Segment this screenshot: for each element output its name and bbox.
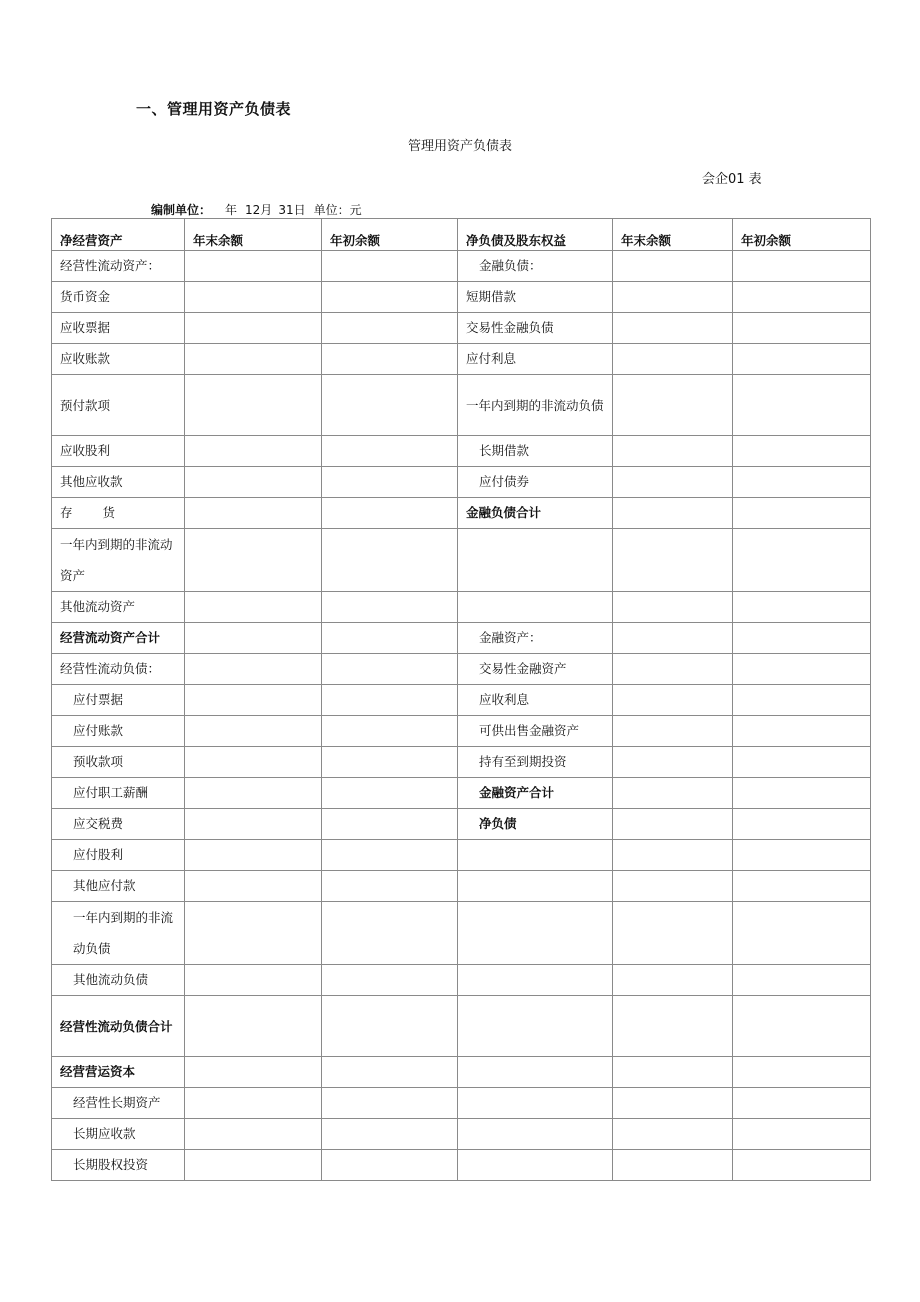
liability-item-label xyxy=(458,871,613,902)
asset-year-begin-cell[interactable] xyxy=(322,1057,458,1088)
table-row xyxy=(52,282,871,313)
asset-year-begin-cell[interactable] xyxy=(322,1088,458,1119)
asset-year-end-cell[interactable] xyxy=(185,716,322,747)
liability-year-end-cell[interactable] xyxy=(613,623,733,654)
liability-item-label xyxy=(458,1057,613,1088)
liability-item-label: 应付利息 xyxy=(458,344,613,375)
liability-year-end-cell[interactable] xyxy=(613,375,733,436)
liability-year-begin-cell[interactable] xyxy=(733,467,871,498)
liability-item-label xyxy=(458,1119,613,1150)
asset-year-end-cell[interactable] xyxy=(185,375,322,436)
asset-item-label: 长期应收款 xyxy=(52,1119,185,1150)
asset-year-begin-cell[interactable] xyxy=(322,498,458,529)
asset-year-end-cell[interactable] xyxy=(185,592,322,623)
liability-item-label: 净负债 xyxy=(458,809,613,840)
asset-year-begin-cell[interactable] xyxy=(322,809,458,840)
year-label: 年 xyxy=(225,203,238,217)
column-header: 年末余额 xyxy=(613,219,733,251)
liability-year-begin-cell[interactable] xyxy=(733,965,871,996)
column-header: 年初余额 xyxy=(733,219,871,251)
asset-year-end-cell[interactable] xyxy=(185,1057,322,1088)
table-row xyxy=(52,498,871,529)
liability-year-begin-cell[interactable] xyxy=(733,654,871,685)
asset-year-end-cell[interactable] xyxy=(185,251,322,282)
liability-year-begin-cell[interactable] xyxy=(733,498,871,529)
asset-year-end-cell[interactable] xyxy=(185,965,322,996)
preparer-line xyxy=(151,201,362,218)
liability-year-end-cell[interactable] xyxy=(613,840,733,871)
liability-year-begin-cell[interactable] xyxy=(733,747,871,778)
asset-year-end-cell[interactable] xyxy=(185,1119,322,1150)
liability-year-end-cell[interactable] xyxy=(613,436,733,467)
liability-year-end-cell[interactable] xyxy=(613,1088,733,1119)
table-row xyxy=(52,313,871,344)
asset-year-begin-cell[interactable] xyxy=(322,902,458,965)
liability-item-label: 持有至到期投资 xyxy=(458,747,613,778)
asset-item-label: 存 货 xyxy=(52,498,185,529)
table-row xyxy=(52,747,871,778)
table-row xyxy=(52,529,871,592)
column-header: 净负债及股东权益 xyxy=(458,219,613,251)
asset-item-label: 长期股权投资 xyxy=(52,1150,185,1181)
asset-item-label: 应交税费 xyxy=(52,809,185,840)
asset-item-label: 应收股利 xyxy=(52,436,185,467)
liability-year-begin-cell[interactable] xyxy=(733,809,871,840)
asset-year-begin-cell[interactable] xyxy=(322,871,458,902)
liability-item-label: 交易性金融资产 xyxy=(458,654,613,685)
asset-year-begin-cell[interactable] xyxy=(322,685,458,716)
liability-item-label xyxy=(458,996,613,1057)
liability-year-begin-cell[interactable] xyxy=(733,1119,871,1150)
table-row xyxy=(52,996,871,1057)
liability-item-label xyxy=(458,1088,613,1119)
liability-item-label xyxy=(458,592,613,623)
asset-item-label: 应付票据 xyxy=(52,685,185,716)
liability-item-label: 交易性金融负债 xyxy=(458,313,613,344)
liability-year-begin-cell[interactable] xyxy=(733,902,871,965)
liability-item-label xyxy=(458,1150,613,1181)
liability-item-label: 一年内到期的非流动负债 xyxy=(458,375,613,436)
liability-item-label: 长期借款 xyxy=(458,436,613,467)
liability-year-begin-cell[interactable] xyxy=(733,344,871,375)
table-row xyxy=(52,623,871,654)
column-header: 净经营资产 xyxy=(52,219,185,251)
asset-year-end-cell[interactable] xyxy=(185,436,322,467)
asset-year-begin-cell[interactable] xyxy=(322,716,458,747)
balance-sheet-table xyxy=(51,218,871,1181)
table-row xyxy=(52,344,871,375)
day-label: 31日 xyxy=(278,203,306,217)
asset-year-begin-cell[interactable] xyxy=(322,1119,458,1150)
table-row xyxy=(52,592,871,623)
asset-year-end-cell[interactable] xyxy=(185,996,322,1057)
asset-year-end-cell[interactable] xyxy=(185,902,322,965)
column-header: 年初余额 xyxy=(322,219,458,251)
asset-item-label: 其他应收款 xyxy=(52,467,185,498)
liability-item-label: 金融资产合计 xyxy=(458,778,613,809)
liability-year-begin-cell[interactable] xyxy=(733,716,871,747)
asset-item-label: 应收账款 xyxy=(52,344,185,375)
liability-year-begin-cell[interactable] xyxy=(733,778,871,809)
liability-item-label xyxy=(458,840,613,871)
liability-year-end-cell[interactable] xyxy=(613,685,733,716)
liability-year-begin-cell[interactable] xyxy=(733,623,871,654)
asset-item-label: 应收票据 xyxy=(52,313,185,344)
section-heading: 一、管理用资产负债表 xyxy=(136,100,292,118)
asset-year-end-cell[interactable] xyxy=(185,1150,322,1181)
header-row xyxy=(52,219,871,251)
form-code: 会企01 表 xyxy=(702,172,762,187)
month-label: 12月 xyxy=(245,203,273,217)
liability-year-begin-cell[interactable] xyxy=(733,1088,871,1119)
liability-year-end-cell[interactable] xyxy=(613,282,733,313)
asset-year-end-cell[interactable] xyxy=(185,840,322,871)
liability-year-end-cell[interactable] xyxy=(613,809,733,840)
liability-year-begin-cell[interactable] xyxy=(733,1150,871,1181)
liability-year-begin-cell[interactable] xyxy=(733,375,871,436)
table-row xyxy=(52,871,871,902)
asset-year-begin-cell[interactable] xyxy=(322,313,458,344)
asset-year-begin-cell[interactable] xyxy=(322,467,458,498)
asset-year-end-cell[interactable] xyxy=(185,529,322,592)
liability-year-end-cell[interactable] xyxy=(613,996,733,1057)
liability-year-end-cell[interactable] xyxy=(613,902,733,965)
liability-item-label xyxy=(458,902,613,965)
asset-year-begin-cell[interactable] xyxy=(322,996,458,1057)
liability-year-begin-cell[interactable] xyxy=(733,996,871,1057)
liability-year-begin-cell[interactable] xyxy=(733,436,871,467)
table-row xyxy=(52,467,871,498)
liability-item-label: 应收利息 xyxy=(458,685,613,716)
liability-year-begin-cell[interactable] xyxy=(733,529,871,592)
table-row xyxy=(52,436,871,467)
asset-item-label: 经营性流动资产： xyxy=(52,251,185,282)
preparer-label: 编制单位： xyxy=(151,203,212,217)
liability-year-end-cell[interactable] xyxy=(613,529,733,592)
table-row xyxy=(52,375,871,436)
liability-year-end-cell[interactable] xyxy=(613,498,733,529)
asset-item-label: 货币资金 xyxy=(52,282,185,313)
table-row xyxy=(52,251,871,282)
liability-year-end-cell[interactable] xyxy=(613,965,733,996)
liability-year-begin-cell[interactable] xyxy=(733,685,871,716)
asset-year-begin-cell[interactable] xyxy=(322,1150,458,1181)
table-row xyxy=(52,685,871,716)
asset-year-end-cell[interactable] xyxy=(185,778,322,809)
asset-year-end-cell[interactable] xyxy=(185,623,322,654)
asset-year-begin-cell[interactable] xyxy=(322,251,458,282)
table-row xyxy=(52,654,871,685)
liability-year-begin-cell[interactable] xyxy=(733,871,871,902)
liability-item-label: 金融负债： xyxy=(458,251,613,282)
asset-year-begin-cell[interactable] xyxy=(322,840,458,871)
asset-year-end-cell[interactable] xyxy=(185,1088,322,1119)
table-row xyxy=(52,965,871,996)
liability-item-label: 应付债券 xyxy=(458,467,613,498)
liability-year-end-cell[interactable] xyxy=(613,467,733,498)
table-row xyxy=(52,902,871,965)
table-row xyxy=(52,1150,871,1181)
liability-item-label xyxy=(458,529,613,592)
asset-item-label: 应付职工薪酬 xyxy=(52,778,185,809)
liability-year-end-cell[interactable] xyxy=(613,716,733,747)
asset-item-label: 预收款项 xyxy=(52,747,185,778)
asset-year-begin-cell[interactable] xyxy=(322,623,458,654)
asset-item-label: 其他流动资产 xyxy=(52,592,185,623)
asset-item-label: 一年内到期的非流动负债 xyxy=(52,902,185,965)
liability-year-end-cell[interactable] xyxy=(613,1150,733,1181)
asset-year-end-cell[interactable] xyxy=(185,467,322,498)
asset-year-begin-cell[interactable] xyxy=(322,529,458,592)
asset-item-label: 其他应付款 xyxy=(52,871,185,902)
table-row xyxy=(52,1119,871,1150)
balance-sheet-body xyxy=(52,219,871,1181)
liability-year-end-cell[interactable] xyxy=(613,1057,733,1088)
column-header: 年末余额 xyxy=(185,219,322,251)
asset-year-end-cell[interactable] xyxy=(185,282,322,313)
asset-year-begin-cell[interactable] xyxy=(322,592,458,623)
liability-year-end-cell[interactable] xyxy=(613,654,733,685)
asset-year-begin-cell[interactable] xyxy=(322,747,458,778)
asset-item-label: 一年内到期的非流动资产 xyxy=(52,529,185,592)
table-row xyxy=(52,1088,871,1119)
liability-year-end-cell[interactable] xyxy=(613,778,733,809)
liability-year-begin-cell[interactable] xyxy=(733,1057,871,1088)
liability-year-end-cell[interactable] xyxy=(613,251,733,282)
asset-year-begin-cell[interactable] xyxy=(322,344,458,375)
asset-item-label: 应付股利 xyxy=(52,840,185,871)
asset-year-begin-cell[interactable] xyxy=(322,375,458,436)
table-row xyxy=(52,716,871,747)
table-row xyxy=(52,809,871,840)
asset-year-begin-cell[interactable] xyxy=(322,965,458,996)
asset-year-begin-cell[interactable] xyxy=(322,778,458,809)
asset-year-begin-cell[interactable] xyxy=(322,282,458,313)
liability-year-begin-cell[interactable] xyxy=(733,313,871,344)
asset-year-end-cell[interactable] xyxy=(185,747,322,778)
asset-year-begin-cell[interactable] xyxy=(322,654,458,685)
currency-unit: 单位：元 xyxy=(313,203,362,217)
asset-item-label: 经营流动资产合计 xyxy=(52,623,185,654)
liability-year-begin-cell[interactable] xyxy=(733,840,871,871)
asset-item-label: 其他流动负债 xyxy=(52,965,185,996)
asset-year-end-cell[interactable] xyxy=(185,654,322,685)
liability-item-label: 金融资产： xyxy=(458,623,613,654)
liability-item-label: 可供出售金融资产 xyxy=(458,716,613,747)
table-row xyxy=(52,778,871,809)
liability-year-end-cell[interactable] xyxy=(613,313,733,344)
liability-item-label: 短期借款 xyxy=(458,282,613,313)
table-row xyxy=(52,840,871,871)
liability-year-end-cell[interactable] xyxy=(613,747,733,778)
asset-year-end-cell[interactable] xyxy=(185,809,322,840)
document-title: 管理用资产负债表 xyxy=(407,139,512,154)
liability-year-begin-cell[interactable] xyxy=(733,592,871,623)
asset-year-end-cell[interactable] xyxy=(185,344,322,375)
asset-year-end-cell[interactable] xyxy=(185,685,322,716)
asset-year-begin-cell[interactable] xyxy=(322,436,458,467)
liability-item-label: 金融负债合计 xyxy=(458,498,613,529)
asset-year-end-cell[interactable] xyxy=(185,871,322,902)
liability-year-begin-cell[interactable] xyxy=(733,282,871,313)
asset-item-label: 预付款项 xyxy=(52,375,185,436)
asset-item-label: 应付账款 xyxy=(52,716,185,747)
liability-item-label xyxy=(458,965,613,996)
asset-year-end-cell[interactable] xyxy=(185,313,322,344)
asset-year-end-cell[interactable] xyxy=(185,498,322,529)
table-row xyxy=(52,1057,871,1088)
liability-year-end-cell[interactable] xyxy=(613,592,733,623)
asset-item-label: 经营性长期资产 xyxy=(52,1088,185,1119)
asset-item-label: 经营性流动负债合计 xyxy=(52,996,185,1057)
asset-item-label: 经营性流动负债： xyxy=(52,654,185,685)
liability-year-begin-cell[interactable] xyxy=(733,251,871,282)
liability-year-end-cell[interactable] xyxy=(613,344,733,375)
liability-year-end-cell[interactable] xyxy=(613,1119,733,1150)
asset-item-label: 经营营运资本 xyxy=(52,1057,185,1088)
liability-year-end-cell[interactable] xyxy=(613,871,733,902)
